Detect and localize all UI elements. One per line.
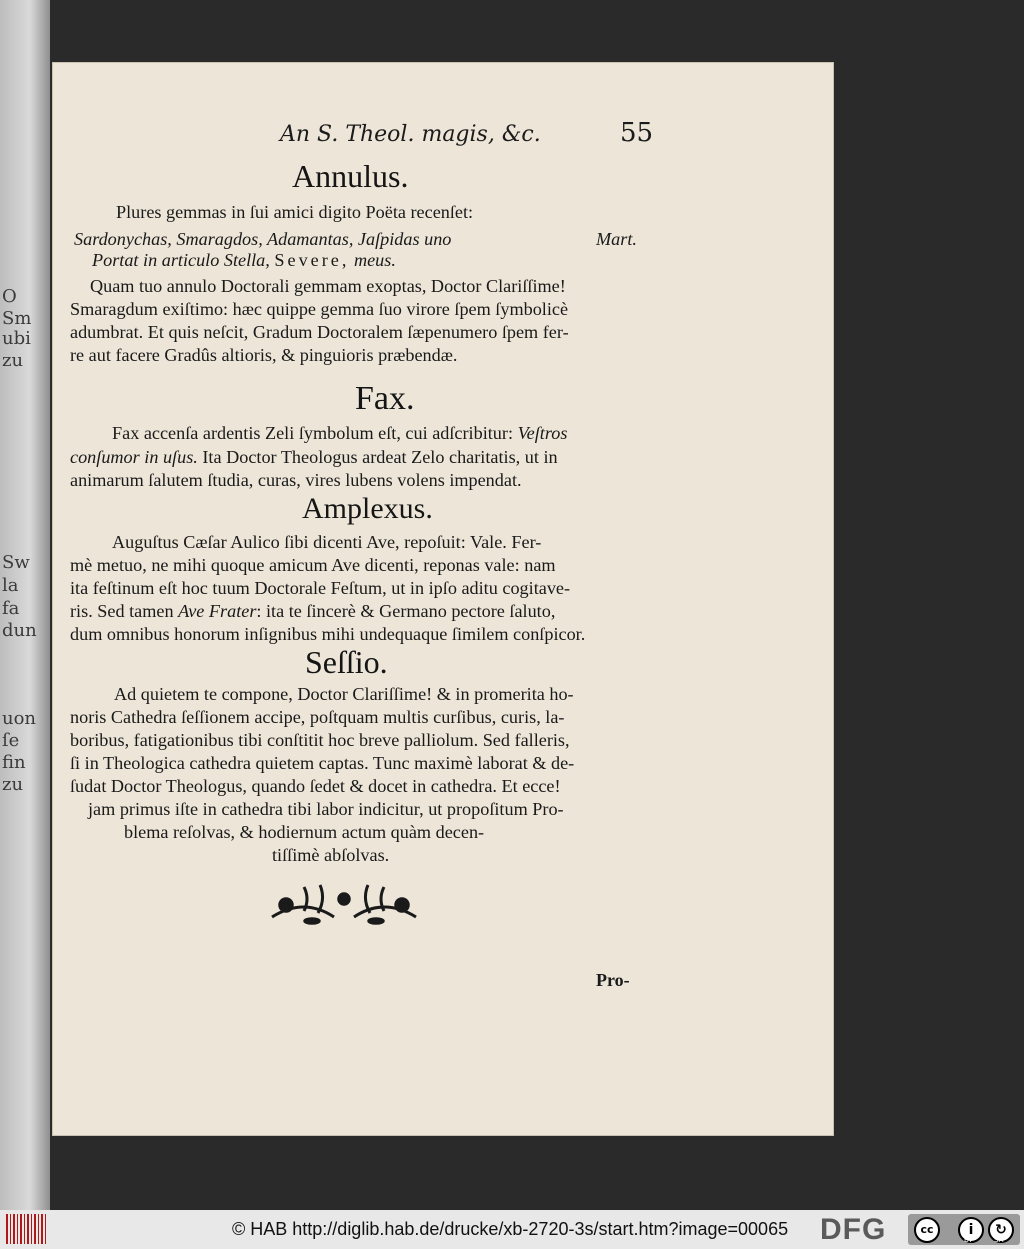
text-line: noris Cathedra ſeſſionem accipe, poſtquam multis curſibus, curis, la- [70,707,565,727]
text-line: Auguſtus Cæſar Aulico ſibi dicenti Ave, repoſuit: Vale. Fer- [112,532,542,552]
quote-span: Ave Frater [178,601,257,621]
license-by-label: BY [964,1236,973,1244]
catchword: Pro- [596,970,630,990]
adjacent-page-fragment: O [2,286,17,307]
adjacent-page-fragment: fin [2,752,26,773]
text-line: dum omnibus honorum inſignibus mihi undequaque ſimilem conſpicor. [70,624,586,644]
text-line: tiſſimè abſolvas. [272,845,390,865]
text-line [112,423,567,444]
barcode-icon [6,1214,46,1244]
running-head: An S. Theol. magis, &c. [280,122,541,147]
text-line: ſi in Theologica cathedra quietem captas. Tunc maximè laborat & de- [70,753,575,773]
verse-text: Portat in articulo Stella, [92,250,275,270]
adjacent-page-edge [0,0,50,1210]
cc-icon: cc [914,1217,940,1243]
citation-mart: Mart. [596,229,637,249]
page-number: 55 [620,118,654,148]
adjacent-page-fragment: zu [2,774,24,795]
floral-ornament-icon [264,877,424,932]
section-title-sessio: Seſſio. [305,644,388,680]
adjacent-page-fragment: ubi [2,328,31,349]
verse-name: Severe, [274,250,350,270]
attribution-icon: i [958,1217,984,1243]
text-span: Ita Doctor Theologus ardeat Zelo charitatis, ut in [197,447,558,467]
text-span: Fax accenſa ardentis Zeli ſymbolum eſt, cui adſcribitur: [112,423,518,443]
section-title-amplexus: Amplexus. [302,492,433,525]
adjacent-page-fragment: dun [2,620,37,641]
dfg-logo: DFG [820,1213,887,1246]
cc-license-badge[interactable] [908,1214,1020,1245]
text-line: jam primus iſte in cathedra tibi labor indicitur, ut propoſitum Pro- [88,799,564,819]
adjacent-page-fragment: Sm [2,308,32,329]
quote-span: conſumor in uſus. [70,447,198,467]
text-line: mè metuo, ne mihi quoque amicum Ave dicenti, reponas vale: nam [70,555,556,575]
text-line [70,447,558,468]
text-line: re aut facere Gradûs altioris, & pinguioris præbendæ. [70,345,458,365]
text-line: Quam tuo annulo Doctorali gemmam exoptas, Doctor Clariſſime! [90,276,566,296]
text-line: blema reſolvas, & hodiernum actum quàm decen- [124,822,485,842]
text-line: ſudat Doctor Theologus, quando ſedet & docet in cathedra. Et ecce! [70,776,561,796]
text-line: boribus, fatigationibus tibi conſtitit hoc breve palliolum. Sed falleris, [70,730,570,750]
adjacent-page-fragment: zu [2,350,24,371]
adjacent-page-fragment: uon [2,708,37,729]
text-line [70,601,555,622]
adjacent-page-fragment: Sw [2,552,30,573]
text-line: animarum ſalutem ſtudia, curas, vires lubens volens impendat. [70,470,522,490]
text-line: Smaragdum exiſtimo: hæc quippe gemma ſuo virore ſpem ſymbolicè [70,299,569,319]
text-line: adumbrat. Et quis neſcit, Gradum Doctoralem ſæpenumero ſpem fer- [70,322,569,342]
verse-line: Sardonychas, Smaragdos, Adamantas, Jaſpidas uno [74,229,452,249]
verse-text: meus. [349,250,396,270]
source-link[interactable]: © HAB http://diglib.hab.de/drucke/xb-2720-3s/start.htm?image=00065 [232,1219,789,1239]
quote-span: Veſtros [517,423,568,443]
book-page [52,62,834,1136]
adjacent-page-fragment: la [2,575,19,596]
adjacent-page-fragment: fa [2,598,20,619]
text-span: : ita te ſincerè & Germano pectore ſaluto, [256,601,556,621]
text-line: ita feſtinum eſt hoc tuum Doctorale Feſtum, ut in ipſo aditu cogitave- [70,578,571,598]
footer-bar [0,1210,1024,1249]
section-title-annulus: Annulus. [292,158,409,194]
verse-line [92,250,396,271]
section-title-fax: Fax. [355,380,415,417]
text-line: Plures gemmas in ſui amici digito Poëta recenſet: [116,202,474,222]
license-sa-label: SA [994,1236,1004,1244]
text-span: ris. Sed tamen [70,601,179,621]
adjacent-page-fragment: ſe [2,730,20,751]
text-line: Ad quietem te compone, Doctor Clariſſime! & in promerita ho- [114,684,574,704]
share-alike-icon: ↻ [988,1217,1014,1243]
